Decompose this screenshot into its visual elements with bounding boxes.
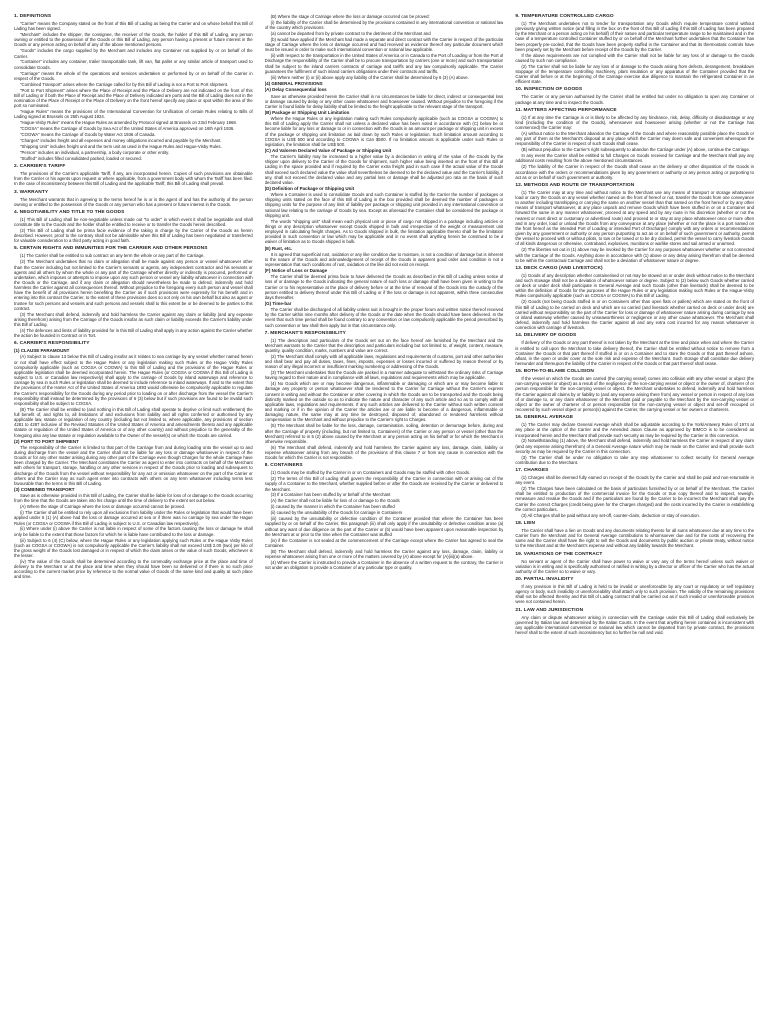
clause-subheading: (4) GENERAL PROVISIONS — [264, 80, 323, 86]
clause-paragraph: (2) The Merchant shall comply with all applicable laws, regulations and requirements of customs, port and other authorities and shall bear and pay all duties, taxes, fines, imposts, expenses or losses incurred or suffered by reason thereof or by reason of any illegal incorrect or insufficient marking numbering or addressing of the Goods. — [264, 353, 504, 370]
clause-section — [515, 415, 754, 465]
clause-paragraph: (a) cannot be departed from by private contract to the detriment of the Merchant and — [270, 31, 431, 37]
clause-paragraph: "COGSA" means the Carriage of Goods by Sea Act of the United States of America approved on 16th April 1936. — [20, 126, 235, 132]
clause-heading: 20. PARTIAL INVALIDITY — [515, 577, 574, 582]
clause-heading: 13. DECK CARGO (AND LIVESTOCK) — [515, 265, 603, 271]
clause-paragraph: (i) The Carrier shall be entitled to rely upon all exclusions from liability under the Rules or legislation that would have been applied under 6 (1) (A) above had the loss or damage occurred at sea or if there was no carriage by sea under the Hague Rules (or COGSA or COGWA if this Bill of Lading is subject to U.S. or Canadian law respectively). — [14, 510, 253, 526]
clause-paragraph: (2) Goods (not being Goods stuffed in or on Containers other than open flats or pallets) which are stated on the front of this Bill of Lading to be carried on deck and which are so carried (and livestock whether carried on deck or under deck) are carried without responsibility on the part of the Carrier for loss or damage of whatsoever nature arising during carriage by sea or inland waterway whether caused by unseaworthiness or negligence or any other cause whatsoever. The Merchant shall defend, indemnify and hold harmless the Carrier against all and any extra cost incurred for any reason whatsoever in connection with carriage of livestock. — [515, 299, 755, 331]
terms-column-2 — [265, 14, 504, 1012]
clause-subheading: (A) Delay Consequential loss — [264, 87, 327, 93]
clause-section — [515, 552, 754, 574]
clause-section — [14, 341, 253, 579]
clause-subheading: (G) Time-bar — [264, 300, 292, 306]
clause-paragraph: (3) If a Container has been stuffed by or behalf of the Merchant — [270, 492, 391, 498]
clause-paragraph: The Carrier's liability may be increased to a higher value by a declaration in writing of the value of the Goods by the shipper upon delivery to the Carrier of the Goods for shipment, such higher value being inserted on the front of this Bill of Lading in the space provided and if required by the Carrier extra freight paid in such case if the actual value of the Goods shall exceed such declared value the value shall nevertheless be deemed to be the declared value and the Carrier's liability, if any, shall not exceed the declared value and any partial loss or damage shall be adjusted pro rata on the basis of such declared value. — [264, 154, 504, 185]
clause-paragraph: (1) This Bill of Lading shall be non-negotiable unless made out "to order" in which event it shall be negotiable and shall constitute title to the Goods and the holder shall be entitled to receive or to transfer the Goods herein described. — [14, 216, 253, 227]
clause-paragraph: Where a Container is used to consolidate Goods and such Container is stuffed by the Carrier the number of packages or shipping units stated on the face of this Bill of Lading in the box provided shall be deemed the number of packages or shipping units for the purpose of any limit of liability per package or shipping unit provided in any international convention or national law relating to the carriage of Goods by sea. Except as aforesaid the Container shall be considered the package or shipping unit. — [264, 192, 504, 218]
clause-paragraph: (B) The Carrier shall be entitled to (and nothing in this Bill of Lading shall operate to deprive or limit such entitlement) the full benefit of, and rights to, all limitations of and exclusions from liability and all rights conferred or authorised by any applicable law, statute or regulation of any country (including but not limited to, where applicable, any provisions of section 4281 to 4287 inclusive of the Revised Statutes of the United States of America and amendments thereto and any applicable statute or regulation of the United States of America or of any other country) and without prejudice to the generality of the foregoing also any law statute or regulation available to the Owner of the vessel(s) on which the Goods are carried. — [14, 406, 253, 438]
clause-paragraph: The provisions of the Carrier's applicable Tariff, if any, are incorporated herein. Copies of such provisions are obtainable from the Carrier or his agents upon request or where applicable, from a government body with whom the Tariff has been filed. In the case of inconsistency between this Bill of Lading and the applicable Tariff, this Bill of Lading shall prevail. — [14, 171, 253, 187]
clause-paragraph: "Stuffed" includes filled consolidated packed, loaded or secured. — [20, 155, 142, 161]
clause-heading: 21. LAW AND JURISDICTION — [515, 607, 584, 613]
clause-paragraph: (ii) caused by the unsuitability of the Goods for carriage in Containers — [270, 510, 403, 516]
clause-paragraph: "Hague-Visby Rules" means the Hague Rules as amended by Protocol signed at Brussels on 23rd February 1968. — [20, 120, 237, 126]
clause-section — [265, 14, 504, 328]
clause-paragraph: (1) The Merchant undertakes not to tender for transportation any Goods which require temperature control without previously giving written notice (and filling in the box on the front of this Bill of Lading if this Bill of Lading has been prepared by the Merchant or a person acting on his behalf) of their nature and particular temperature range to be maintained and in the case of a temperature controlled Container stuffed by or on behalf of the Merchant further undertakes that the Container has been properly pre-cooled, that the Goods have been properly stuffed in the Container and that its thermostatic controls have been properly set by the Merchant before receipt of the Goods by the Carrier. — [515, 21, 755, 52]
clause-section — [515, 183, 754, 263]
clause-paragraph: (A) the Carrier shall not be liable for loss of or damage to the Goods — [270, 498, 400, 504]
clause-paragraph: It is agreed that superficial rust, oxidation or any like condition due to moisture, is not a condition of damage but is inherent to the nature of the Goods and acknowledgement of receipt of the Goods in apparent good order and condition is not a representation that such conditions of rust, oxidation or the like did not exist on receipt. — [264, 251, 504, 267]
clause-paragraph: "Merchant" includes the shipper, the consignee, the receiver of the Goods, the holder of this Bill of Lading, any person owning or entitled to the possession of the Goods or this Bill of Lading, any person having a present or future interest in the Goods or any person acting on behalf of any of the above mentioned persons. — [14, 32, 253, 48]
clause-paragraph: "Container" includes any container, trailer transportable tank, lift van, flat pallet or any similar article of transport used to consolidate Goods. — [14, 59, 253, 70]
clause-heading: 18. LIEN — [515, 520, 536, 526]
clause-paragraph: The Carrier or any person authorised by the Carrier shall be entitled but under no obligation to open any Container or package at any time and to inspect the Goods. — [515, 94, 755, 105]
clause-heading: 19. VARIATIONS OF THE CONTRACT — [515, 551, 603, 557]
clause-section — [14, 210, 253, 244]
clause-paragraph: (1) If at any time the Carriage is or is likely to be affected by any hindrance, risk, delay, difficulty or disadvantage or any kind (including the condition of the Goods), whensoever and howsoever arising (whether or not the Carriage has commenced) the Carrier may: — [515, 114, 755, 131]
clause-heading: 16. GENERAL AVERAGE — [515, 415, 574, 421]
clause-heading: 15. BOTH-TO-BLAME COLLISION — [515, 369, 594, 375]
clause-section — [515, 87, 754, 104]
clause-paragraph: Save as otherwise provided herein the Carrier shall in no circumstances be liable for direct, indirect or consequential loss or damage caused by delay or any other cause whatsoever and howsoever caused. Without prejudice to the foregoing if the Carrier is found liable for delay liability shall be limited to the freight applicable to the relevant stage of the transport. — [264, 93, 504, 109]
clause-paragraph: The Merchant warrants that in agreeing to the terms hereof he is or is the agent of and has the authority of the person owning or entitled to the possession of the Goods or any person who has a present or future interest in the Goods. — [14, 196, 253, 207]
clause-paragraph: (ii) Where under (i) above the Carrier is not liable in respect of some of the factors causing the loss or damage he shall only be liable to the extent that those factors for which he is liable have contributed to the loss or damage. — [14, 526, 253, 537]
clause-heading: 6. CARRIER'S RESPONSIBILITY — [14, 341, 90, 347]
clause-subheading: (F) Notice of Loss or Damage — [264, 268, 328, 274]
clause-paragraph: (2) The Carrier shall not be liable for any loss of or damage to the Goods arising from defects, derangement, breakdown stoppage of the temperature controlling machinery, plant insulation or any apparatus of the Container provided that the Carrier shall before or at the beginning of the Carriage exercise due diligence to maintain the refrigerated Container in an efficient state. — [515, 63, 755, 85]
clause-section — [515, 369, 754, 412]
clause-paragraph: If delivery of the Goods or any part thereof is not taken by the Merchant at the time and place when and where the Carrier is entitled to call upon the Merchant to take delivery thereof, the Carrier shall be entitled without notice to remove from a Container the Goods or that part thereof if stuffed in or on a Container and to store the Goods or that part thereof ashore, afloat, in the open or under cover at the sole risk and expense of the Merchant. Such storage shall constitute due delivery hereunder and thereupon the liability of the Carrier in respect of the Goods or that part thereof shall cease. — [515, 340, 755, 366]
clause-paragraph: "Person" includes an individual, a partnership, a body corporate or other entity. — [20, 149, 170, 155]
clause-heading: 17. CHARGES — [515, 468, 549, 474]
clause-paragraph: Where the Hague Rules or any legislation making such Rules compulsorily applicable (such as COGSA or COGWA) to this Bill of Lading apply the Carrier shall not unless a declared value has been noted in accordance with (C) below be or become liable for any loss or damage to or in connection with the Goods in an amount per package or shipping unit in excess of the package or shipping unit limitation as laid down by such Rules or legislation. Such limitation amount according to COGSA is US$ 500 and according to COGWA is Can $500. If no limitation amount is applicable under such Rules or legislation, the limitation shall be US$ 500. — [264, 116, 504, 147]
clause-subheading: (E) Rust, etc. — [264, 245, 293, 251]
clause-paragraph: (5) The Merchant shall be liable for the loss, damage, contamination, soiling, detention or demurrage before, during and after the Carriage of property (including, but not limited to, Containers) of the Carrier or any person or vessel (other than the Merchant) referred to in 5 (2) above caused by the Merchant or any person acting on his behalf or for which the Merchant is otherwise responsible. — [264, 423, 504, 444]
clause-paragraph: In any event the Carrier shall be entitled to full Charges on Goods received for Carriage and the Merchant shall pay any additional costs resulting from the above mentioned circumstances. — [515, 153, 755, 164]
clause-section — [265, 331, 504, 461]
clause-paragraph: "COGWA" means the Carriage of Goods by Water Act 1936 of Canada. — [20, 132, 156, 138]
clause-paragraph: (1) Goods of any description whether containerised or not may be stowed on or under deck without notice to the Merchant and such stowage shall not be a deviation of whatsoever nature or degree. Subject to (2) below such Goods whether carried on deck or under deck shall participate in General Average and such Goods (other than livestock) shall be deemed to be within the definition of Goods for the purposes of the Hague Rules or any legislation making such Rules or the Hague-Visby Rules compulsorily applicable (such as COGSA or COGWA) to this Bill of Lading. — [515, 272, 755, 299]
clause-paragraph: (4) Where the Carrier is instructed to provide a Container in the absence of a written request to the contrary, the Carrier is not under an obligation to provide a Container of any particular type or quality. — [264, 559, 504, 571]
clause-paragraph: The Carrier shall be discharged of all liability unless suit is brought in the proper forum and written notice thereof received by the Carrier within nine months after delivery of the Goods or the date when the Goods should have been delivered. In the event that such time period shall be found contrary to any convention or law compulsorily applicable the period prescribed by such convention or law shall then apply but in that circumstance only. — [264, 307, 504, 328]
clause-paragraph: If the above requirements are not complied with the Carrier shall not be liable for any loss of or damage to the Goods caused by such non compliance. — [515, 52, 755, 63]
clause-paragraph: (iii) caused by the unsuitability or defective condition of the Container provided that where the Container has been supplied by or on behalf of the Carrier, this paragraph (iii) shall only apply if the unsuitability or defective condition arose (a) without any want of due diligence on the part of the Carrier or (b) would have been apparent upon reasonable inspection by the Merchant at or prior to the time when the Container was stuffed — [264, 516, 504, 537]
clause-paragraph: (B) Where the stage of Carriage where the loss or damage occurred can be proved: — [270, 14, 430, 19]
clause-paragraph: (3) The Carrier shall be under no obligation to take any step whatsoever to collect security for General Average contribution due to the Merchant. — [515, 454, 755, 465]
clause-paragraph: (iv) The value of the Goods shall be determined according to the commodity exchange price at the place and time of delivery to the Merchant or at the place and time when they should have been so delivered or if there is no such price according to the current market price by reference to the normal value of Goods of the same kind and quality at such place and time. — [14, 559, 253, 580]
clause-paragraph: (1) The Carrier may declare General Average which shall be adjustable according to the York/Antwerp Rules of 1974 at any place at the option of the Carrier and the Amended Jason Clause as approved by BIMCO is to be considered as incorporated herein and the Merchant shall provide such security as may be required by the Carrier in this connection. — [515, 422, 755, 438]
clause-paragraph: (iii) Subject to 6 (4) (C) below, where the Hague Rules or any legislation applying such Rules or the Hague Visby Rules (such as COGSA or COGWA) is not compulsorily applicable the Carrier's liability shall not exceed US$ 2.00 (two) per kilo of the gross weight of the Goods lost damaged or in respect of which the claim arises or the value of such Goods, whichever is the lesser. — [14, 537, 253, 559]
clause-section — [515, 108, 754, 180]
clause-paragraph: (2) Notwithstanding (1) above, the Merchant shall defend, indemnify and hold harmless the Carrier in respect of any claim (and any expense arising therefrom) of a General Average nature which may be made on the Carrier and shall provide such security as may be required by the Carrier in this connection. — [515, 438, 755, 454]
clause-heading: 10. INSPECTION OF GOODS — [515, 87, 583, 93]
clause-section — [14, 190, 253, 207]
clause-paragraph: (1) Goods may be stuffed by the Carrier in or on Containers and Goods may be stuffed with other Goods. — [270, 470, 471, 476]
clause-paragraph: Any claim or dispute whatsoever arising in connection with the Carriage under this Bill of Lading shall exclusively be governed by Italian law and determined by the Italian Courts. In the event that anything herein contained is inconsistent with any applicable international convention or national law which cannot be departed from by private contract, the provisions hereof shall to the extent of such inconsistency but no further be null and void. — [515, 614, 755, 636]
clause-paragraph: (4) The defences and limits of liability provided for in this Bill of Lading shall apply in any action against the Carrier whether the action be founded in Contract or in Tort. — [14, 328, 253, 339]
clause-paragraph: (A) Where the stage of Carriage where the loss or damage occurred cannot be proved. — [20, 504, 186, 510]
clause-paragraph: (2) The terms of this Bill of Lading shall govern the responsibility of the Carrier in connection with or arising out of the supply of a Container to the Merchant, whether supplied before or after the Goods are received by the Carrier or delivered to the Merchant. — [264, 476, 504, 492]
clause-paragraph: (3) The Merchant undertakes that the Goods are packed in a manner adequate to withstand the ordinary risks of Carriage having regard to their nature and in compliance with all laws, regulations and requirements which may be applicable. — [264, 370, 504, 381]
clause-paragraph: (2) The Charges have been calculated on the basis of particulars furnished by or on behalf of the Merchant. The Carrier shall be entitled to production of the commercial invoice for the Goods or true copy thereof and to inspect, reweigh, remeasure and revalue the Goods and if the particulars are found by the Carrier to be incorrect the Merchant shall pay the Carrier the correct Charges (credit being given for the Charges charged) and the costs incurred by the Carrier in establishing the correct particulars. — [515, 486, 755, 512]
clause-heading: 11. MATTERS AFFECTING PERFORMANCE — [515, 107, 617, 113]
clause-section — [515, 468, 754, 518]
clause-subheading: (2) PORT TO PORT SHIPMENT — [14, 438, 79, 444]
clause-paragraph: If the vessel on which the Goods are carried (the carrying vessel) comes into collision with any other vessel or object (the non-carrying vessel or object) as a result of the negligence of the non-carrying vessel or object or the owner of, charterer of or person responsible for the non-carrying vessel or object, the Merchant undertakes to defend, indemnify and hold harmless the Carrier against all claims by or liability to (and any expense arising there from) any vessel or person in respect of any loss of or damage to, or any claim whatsoever of the Merchant paid or payable to the Merchant by the non-carrying vessel or object or the owner of charterer of or person responsible for the non-carrying vessel or object and set-off recouped or recovered by such vessel object or person(s) against the Carrier, the carrying vessel or her owners or charterers. — [515, 376, 755, 413]
clause-paragraph: (2) This Bill of Lading shall be prima facie evidence of the taking in charge by the Carrier of the Goods as herein described. However, proof to the contrary shall not be admissible when this Bill of Lading has been negotiated or transferred for valuable consideration to a third party acting in good faith. — [14, 227, 253, 244]
clause-heading: 12. METHODS AND ROUTE OF TRANSPORTATION — [515, 182, 635, 188]
clause-paragraph: "Hague Rules" means the provisions of the International Convention for Unification of certain Rules relating to Bills of Lading signed at Brussels on 25th August 1924. — [14, 109, 253, 120]
clause-paragraph: (B) without prejudice to the Carrier's right subsequently to abandon the Carriage under (A) above, continue the Carriage. — [521, 147, 751, 153]
clause-subheading: (D) Definition of Package or Shipping Unit — [264, 186, 355, 192]
clause-section — [515, 266, 754, 331]
clause-paragraph: (1) The Carrier may at any time and without notice to the Merchant use any means of transport or storage whatsoever load or carry the Goods on any vessel whether named on the front of hereof or not, transfer the Goods from one conveyance to another including transhipping or carrying the same on another vessel than that named on the front hereof or by any other means of transport whatsoever, at any place unpack and remove Goods which have been stuffed in or on a Container and forward the same in any manner whatsoever, proceed at any speed and by any route in his discretion (whether or not the nearest or most direct or customary or advertised route) and proceed to or stay at any place whatsoever once or more often and in any order, load or unload the Goods from any conveyance at any place (whether or not the place is a port named on the front hereof as the intended Port of Loading or intended Port of Discharge) comply with any orders or recommendations given by any government or authority or any person purporting to act as or on behalf of such government or authority, permit the vessel to proceed with or without pilots, to tow or be towed or to be dry docked, permit the vessel to carry livestock Goods of all kinds dangerous or otherwise, contraband, explosives, munitions or warlike stores and sail armed or unarmed. — [515, 189, 755, 247]
clause-paragraph: If any provision in this Bill of Lading is held to be invalid or unenforceable by any court or regulatory or self regulatory agency or body, such invalidity or unenforceability shall attach only to such provision. The validity of the remaining provisions shall not be affected thereby and this Bill of Lading contract shall be carried out as if such invalid or unenforceable provision were not contained herein. — [515, 584, 755, 605]
clause-section — [14, 246, 253, 338]
clause-paragraph: (iii) Where neither (i) or (ii) above apply any liability of the Carrier shall be determined by 6 (3) (A) above. — [270, 74, 469, 80]
clause-subheading: (C) Ad Valorem Declared Value of Package or Shipping Unit — [264, 148, 392, 154]
clause-paragraph: (A) without notice to the Merchant abandon the Carriage of the Goods and where reasonably possible place the Goods or any part of them at the Merchant's disposal at any place which the Carrier may deem safe and convenient whereupon the responsibility of the Carrier in respect of such Goods shall cease. — [515, 131, 755, 147]
clause-section — [14, 164, 253, 186]
clause-heading: 14. DELIVERY OF GOODS — [515, 333, 577, 339]
clause-subheading: (B) Package or Shipping Unit Limitation — [264, 110, 350, 116]
clause-paragraph: "Port to Port Shipment" arises where the Place of Receipt and the Place of Delivery are not indicated on the front of this Bill of Lading or if both the Place of Receipt and the Place of Delivery indicated are ports and the Bill of Lading does not in the nomination of the Place of Receipt or the Place of Delivery on the front hereof specify any place or spot within the area of the port so nominated. — [14, 87, 253, 109]
terms-column-3 — [515, 14, 754, 1012]
clause-heading: 5. CERTAIN RIGHTS AND IMMUNITIES FOR THE CARRIER AND OTHER PERSONS — [14, 246, 208, 252]
clause-heading: 3. WARRANTY — [14, 189, 49, 195]
clause-paragraph: "Goods" includes the cargo supplied by the Merchant and includes any Container not supplied by or on behalf of the Carrier. — [14, 48, 253, 59]
terms-column-1 — [14, 14, 253, 1012]
clause-paragraph: (6) The Merchant shall defend, indemnify and hold harmless the Carrier against any loss, damage, claim, liability or expense whatsoever arising from any breach of the provisions of this clause 7 or from any cause in connection with the Goods for which the Carrier is not responsible. — [264, 444, 504, 461]
clause-section — [515, 521, 754, 549]
clause-paragraph: (b) would have applied if the Merchant had made a separate and direct contract with the Carrier in respect of the particular stage of Carriage where the loss or damage occurred and had received as evidence thereof any particular document which must be issued in order to make such international convention or national law applicable. — [264, 37, 504, 53]
clause-paragraph: "Carrier" means the Company stated on the front of this Bill of Lading as being the Carrier and on whose behalf this Bill of Lading has been signed. — [14, 21, 253, 32]
clause-paragraph: Save as is otherwise provided in this Bill of Lading, the Carrier shall be liable for loss of or damage to the Goods occurring from the time that the Goods are taken into his charge until the time of delivery to the extent set out below. — [14, 493, 253, 504]
clause-subheading: (3) COMBINED TRANSPORT — [14, 487, 75, 493]
clause-paragraph: (2) The liberties set out in (1) above may be invoked by the Carrier for any purposes whatsoever whether or not connected with the Carriage of the Goods. Anything done in accordance with (1) above or any delay arising therefrom shall be deemed to be within the contractual Carriage and shall not be a deviation of whatsoever nature or degree. — [515, 247, 755, 263]
clause-paragraph: (2) The Merchant undertakes that no claim or allegation shall be made against any person or vessel whatsoever other than the Carrier including but not limited to the Carrier's servants or agents, any independent contractor and his servants or agents and all others by whom the whole or any part of the Carriage whether directly or indirectly is procured, performed or undertaken, which imposes or attempts to impose upon any such person or vessel any liability whatsoever in connection with the Goods or the Carriage, and if any claim or allegation should nevertheless be made to defend, indemnify and hold harmless the Carrier against all consequences thereof. Without prejudice to the foregoing every such person and vessel shall have the benefit of all provisions herein benefiting the Carrier as if such provisions were expressly for his benefit and in entering into this contract the Carrier, to the extent of these provisions does so not only on his own behalf but also as agent or trustee for such persons and vessels and such persons and vessels shall to this extent be or be deemed to be parties to this contract. — [14, 259, 253, 311]
clause-heading: 1. DEFINITIONS — [14, 14, 52, 19]
clause-paragraph: (B) The Merchant shall defend, indemnify and hold harmless the Carrier against any loss, damage, claim, liability or expense whatsoever arising from one or more of the matters covered by (A) above except for (A)(iii)(a) above. — [264, 548, 504, 559]
clause-paragraph: (ii) with respect to the transportation in the United States of America or in Canada to the Port of Loading or from the Port of Discharge the responsibility of the Carrier shall be to procure transportation by carriers (one or more) and such transportation shall be subject to the inland carriers contracts of carriage and tariffs and any law compulsorily applicable. The Carrier guarantees the fulfilment of such inland carriers obligations under their contracts and tariffs. — [264, 53, 504, 74]
clause-heading: 8. CONTAINERS — [264, 463, 303, 469]
clause-paragraph: (1) Charges shall be deemed fully earned on receipt of the Goods by the Carrier and shall be paid and non-returnable in any event. — [515, 475, 755, 486]
clause-section — [265, 463, 504, 570]
clause-heading: 4. NEGOTIABILITY AND TITLE TO THE GOODS — [14, 209, 125, 215]
clause-paragraph: "Charges" includes freight and all expenses and money obligations incurred and payable by the Merchant. — [20, 138, 222, 144]
clause-paragraph: (i) caused by the manner in which the Container has been stuffed — [270, 504, 395, 510]
clause-paragraph: The Carrier shall have a lien on Goods and any documents relating thereto for all sums whatsoever due at any time to the Carrier from the Merchant and for General Average contributions to whomsoever due and for the costs of recovering the same and the Carrier shall have the right to sell the Goods and documents by public auction or private treaty, without notice to the Merchant and at the Merchant's expense and without any liability towards the Merchant. — [515, 527, 755, 549]
clause-paragraph: "Shipping Unit" includes freight unit and the term unit as used in the Hague Rules and Hague-Visby Rules. — [20, 144, 222, 149]
clause-paragraph: (i) the liability of the Carrier shall be determined by the provisions contained in any international convention or national law of the country which provisions: — [264, 19, 504, 31]
clause-heading: 2. CARRIER'S TARIFF — [14, 164, 66, 170]
clause-section — [515, 608, 754, 636]
clause-paragraph: (3) All Charges shall be paid without any set-off, counter-claim, deduction or stay of execution. — [521, 512, 700, 518]
clause-paragraph: No servant or agent of the Carrier shall have power to waive or vary any of the terms hereof unless such waiver or variation is in writing and is specifically authorised or ratified in writing by a director or officer of the Carrier who has the actual authority of the Carrier so to waive or vary. — [515, 558, 755, 574]
clause-subheading: (1) CLAUSE PARAMOUNT — [14, 348, 70, 354]
clause-section — [515, 14, 754, 84]
clause-paragraph: (3) The Merchant shall defend, indemnify and hold harmless the Carrier against any claim or liability (and any expense arising therefrom) arising from the Carriage of the Goods insofar as such claim or liability exceeds the Carrier's liability under this Bill of Lading. — [14, 311, 253, 328]
clause-section — [515, 333, 754, 366]
clause-section — [14, 14, 253, 161]
clause-paragraph: The responsibility of the Carrier is limited to that part of the Carriage from and during loading onto the vessel up to and during discharge from the vessel and the Carrier shall not be liable for any loss or damage whatsoever in respect of the Goods or for any other matter arising during any other part of the Carriage even though Charges for the whole Carriage have been charged by the Carrier. The Merchant constitutes the Carrier as agent to enter into contracts on behalf of the Merchant with others for transport, storage, handling or any other services in respect of the Goods prior to loading and subsequent to discharge of the Goods from the vessel without responsibility for any act or omission whatsoever on the part of the Carrier or others and the Carrier may as such agent enter into contracts with others on any term whatsoever including terms less favourable than the terms in this Bill of Lading. — [14, 444, 253, 486]
clause-heading: 9. TEMPERATURE CONTROLLED CARGO — [515, 14, 614, 19]
clause-paragraph: The words "shipping unit" shall mean each physical unit or piece of cargo not shipped in a package including articles or things or any description whatsoever except Goods shipped in bulk and irrespective of the weight or measurement unit employed in calculating freight charges. As to Goods shipped in bulk, the limitation applicable thereto shall be the limitation provided in such convention or law which may be applicable and in no event shall anything herein be construed to be a waiver of limitation as to Goods shipped in bulk. — [264, 218, 504, 245]
clause-paragraph: "Combined Transport" arises where the Carriage called for by this Bill of Lading is not a Port to Port shipment. — [20, 81, 229, 87]
clause-paragraph: (A) Subject to clause 13 below this Bill of Lading insofar as it relates to sea carriage by any vessel whether named herein or not shall have effect subject to the Hague Rules or any legislation making such Rules or the Hague Visby Rules compulsorily applicable (such as COGSA or COGWA) to this Bill of Lading and the provisions of the Hague Rules or applicable legislation shall be deemed incorporated herein. The Hague Rules (or COGSA or COGWA if this Bill of Lading is subject to U.S. or Canadian law respectively) shall apply to the carriage of Goods by inland waterways and reference to carriage by sea in such Rules or legislation shall be deemed to include reference to inland waterways. If and to the extent that the provisions of the Harter Act of the United States of America 1893 would otherwise be compulsorily applicable to regulate the Carrier's responsibility for the Goods during any period prior to loading on or after discharge from the vessel the Carrier's responsibility shall instead be determined by the provisions of 6 (3) below but if such provisions are found to be invalid such responsibility shall be subject to COGSA. — [14, 354, 253, 406]
clause-paragraph: (1) The Carrier shall be entitled to sub contract on any term the whole or any part of the Carriage. — [20, 253, 205, 259]
clause-paragraph: (4) No Goods which are or may become dangerous, inflammable or damaging or which are or may become liable to damage any property or person whatsoever shall be tendered to the Carrier for Carriage without the Carrier's express consent in writing and without the Container or other covering in which the Goods are to be transported and the Goods being distinctly marked on the outside so as to indicate the nature and character of any such article and so as to comply with all applicable laws, regulations and requirements. If any such articles are delivered to the Carrier without such written consent and marking or if in the opinion of the Carrier the articles are or are liable to become of a dangerous, inflammable or damaging nature, the same may at any time be destroyed, disposed of, abandoned or rendered harmless without compensation to the Merchant and without prejudice to the Carrier's right to Charges. — [264, 381, 504, 423]
clause-paragraph: The Carrier shall be deemed prima facie to have delivered the Goods as described in this Bill of Lading unless notice of loss of or damage to the Goods indicating the general nature of such loss or damage shall have been given in writing to the Carrier or to his representative at the place of delivery before or at the time of removal of the Goods into the custody of the person entitled to delivery thereof under this Bill of Lading or if the loss or damage is not apparent, within three consecutive days thereafter. — [264, 274, 504, 300]
clause-paragraph: (1) The description and particulars of the Goods set out on the face hereof are furnished by the Merchant and the Merchant warrants to the Carrier that the description and particulars including but not limited to, of weight, content, measure, quantity, quality condition, marks, numbers and value are correct. — [264, 337, 504, 353]
clause-paragraph: (2) The liability of the Carrier in respect of the Goods shall cease on the delivery or other disposition of the Goods in accordance with the orders or recommendations given by any government or authority or any person acting or purporting to act as or on behalf of such government or authority. — [515, 164, 755, 180]
clause-heading: 7. MERCHANT'S RESPONSIBILITY — [264, 330, 346, 336]
clause-section — [515, 577, 754, 605]
clause-paragraph: (iv) if the Container is not sealed at the commencement of the Carriage except where the Carrier has agreed to seal the Container. — [264, 537, 504, 548]
clause-paragraph: "Carriage" means the whole of the operations and services undertaken or performed by or on behalf of the Carrier in respect of the Goods. — [14, 70, 253, 81]
